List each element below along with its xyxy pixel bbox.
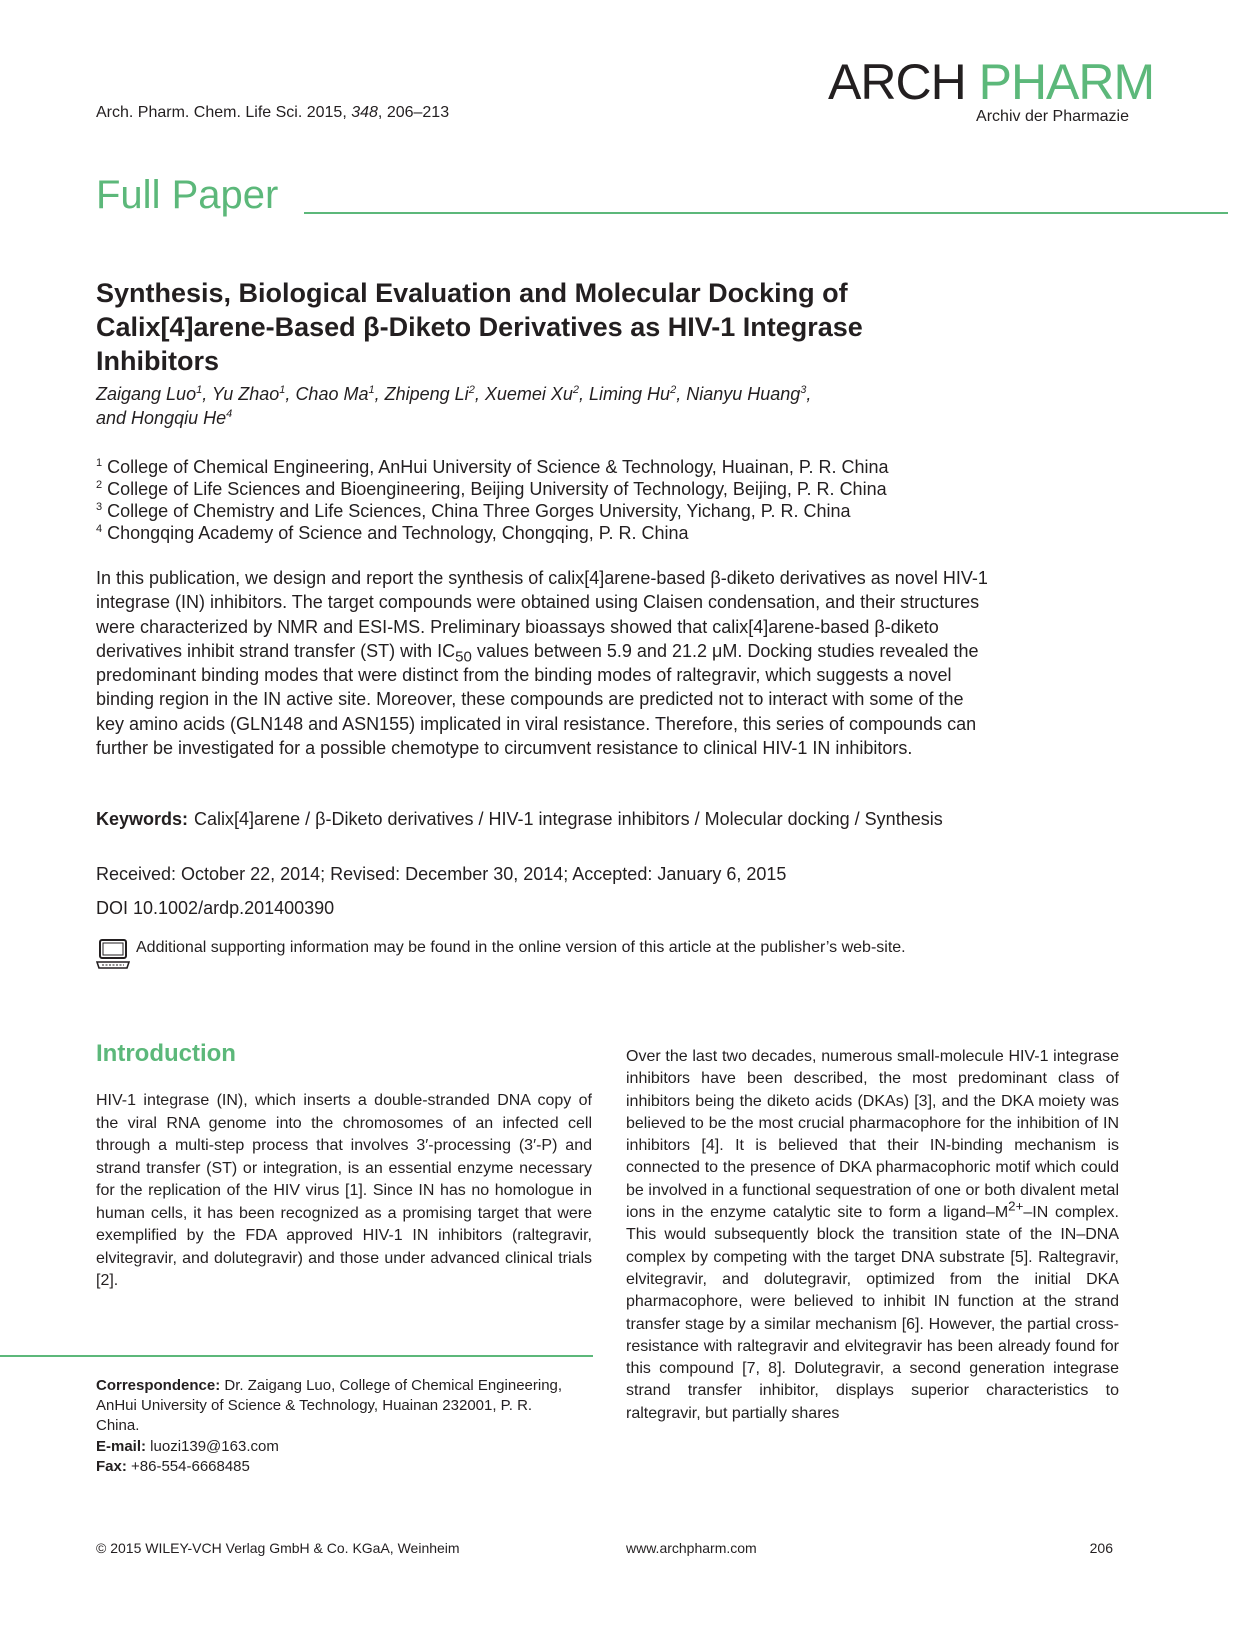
author-affiliation-marker: 2 <box>572 384 580 396</box>
supporting-info-note <box>96 938 1096 975</box>
affiliation-text: College of Chemistry and Life Sciences, China Three Gorges University, Yichang, P. R. China <box>102 501 851 521</box>
author-affiliation-marker: 2 <box>468 384 475 396</box>
introduction-right-column <box>626 1046 1119 1425</box>
author-affiliation-marker: 1 <box>279 384 286 396</box>
affiliation-list <box>96 456 996 544</box>
author-affiliation-marker: 4 <box>226 408 233 420</box>
author-affiliation-marker: 1 <box>368 384 375 396</box>
section-divider <box>304 212 1228 214</box>
laptop-icon <box>96 938 130 975</box>
author-affiliation-marker: 3 <box>800 384 807 396</box>
author-name: Zhipeng Li <box>384 384 469 404</box>
author-name: Liming Hu <box>589 384 671 404</box>
keywords <box>96 808 956 830</box>
citation-prefix: Arch. Pharm. Chem. Life Sci. 2015, <box>96 104 352 121</box>
right-column-part2: –IN complex. This would subsequently block the transition state of the IN–DNA complex by competing with the target DNA substrate [5]. Raltegravir, elvitegravir, and dolutegravir, optimized from the initial DKA pharmacophore, were believed to inhibit IN function at the strand transfer stage by a similar mechanism [6]. However, the partial cross-resistance with raltegravir and elvitegravir has been already found for this compound [7, 8]. Dolutegravir, a second generation integrase strand transfer inhibitor, displays superior characteristics to raltegravir, but partially shares <box>626 1204 1119 1422</box>
section-label: Full Paper <box>96 173 279 217</box>
author-list: Zaigang Luo$^1$, Yu Zhao$^1$, Chao Ma$^1$, Zhipeng Li$^2$, Xuemei Xu$^2$, Liming Hu$^2$, Nianyu Huang$^3$, and Hongqiu He$^4$ <box>96 384 812 428</box>
footer-copyright: © 2015 WILEY-VCH Verlag GmbH & Co. KGaA, Weinheim <box>96 1540 460 1556</box>
journal-logo <box>828 56 1154 108</box>
article-dates: Received: October 22, 2014; Revised: December 30, 2014; Accepted: January 6, 2015 <box>96 864 787 884</box>
footer-website[interactable]: www.archpharm.com <box>626 1540 757 1556</box>
author-name: Zaigang Luo <box>96 384 197 404</box>
affiliation-number: 3 <box>96 501 103 513</box>
doi[interactable]: DOI 10.1002/ardp.201400390 <box>96 898 335 918</box>
citation-volume: 348 <box>351 104 378 121</box>
journal-citation <box>96 104 449 122</box>
article-title: Synthesis, Biological Evaluation and Molecular Docking of Calix[4]arene-Based β-Diketo Derivatives as HIV-1 Integrase Inhibitors <box>96 278 863 376</box>
author-name: Chao Ma <box>295 384 369 404</box>
logo-subtitle: Archiv der Pharmazie <box>976 108 1129 125</box>
affiliation-text: College of Life Sciences and Bioengineering, Beijing University of Technology, Beijing, P. R. China <box>102 479 887 499</box>
abstract <box>96 566 992 760</box>
page-number: 206 <box>1089 1540 1113 1556</box>
right-column-part1: Over the last two decades, numerous small-molecule HIV-1 integrase inhibitors have been described, the most predominant class of inhibitors being the diketo acids (DKAs) [3], and the DKA moiety was believed to be the most crucial pharmacophore for the inhibition of IN inhibitors [4]. It is believed that their IN-binding mechanism is connected to the presence of DKA pharmacophoric motif which could be involved in a functional sequestration of one or both divalent metal ions in the enzyme catalytic site to form a ligand–M <box>626 1048 1119 1222</box>
author-joiner: and <box>96 408 132 428</box>
correspondence-block <box>96 1376 576 1477</box>
affiliation-item <box>96 478 996 500</box>
affiliation-number: 2 <box>96 479 103 491</box>
introduction-left-column: HIV-1 integrase (IN), which inserts a double-stranded DNA copy of the viral RNA genome into the chromosomes of an infected cell through a multi-step process that involves 3′-processing (3′-P) and strand transfer (ST) or integration, is an essential enzyme necessary for the replication of the HIV virus [1]. Since IN has no homologue in human cells, it has been recognized as a promising target that were exemplified by the FDA approved HIV-1 IN inhibitors (raltegravir, elvitegravir, and dolutegravir) and those under advanced clinical trials [2]. <box>96 1092 592 1289</box>
keywords-text: Calix[4]arene / β-Diketo derivatives / HIV-1 integrase inhibitors / Molecular docking / Synthesis <box>194 809 943 829</box>
fax-label: Fax: <box>96 1457 127 1475</box>
correspondence-label: Correspondence: <box>96 1377 221 1394</box>
author-name: Xuemei Xu <box>484 384 573 404</box>
abstract-part1: In this publication, we design and report the synthesis of calix[4]arene-based β-diketo derivatives as novel HIV-1 integrase (IN) inhibitors. The target compounds were obtained using Claisen condensation, and their structures were characterized by NMR and ESI-MS. Preliminary bioassays showed that calix[4]arene-based β-diketo derivatives inhibit strand transfer (ST) with IC <box>96 568 988 661</box>
author-name: Hongqiu He <box>131 408 227 428</box>
abstract-part2: values between 5.9 and 21.2 μM. Docking studies revealed the predominant binding modes that were distinct from the binding modes of raltegravir, which suggests a novel binding region in the IN active site. Moreover, these compounds are predicted not to interact with some of the key amino acids (GLN148 and ASN155) implicated in viral resistance. Therefore, this series of compounds can further be investigated for a possible chemotype to circumvent resistance to clinical HIV-1 IN inhibitors. <box>96 640 979 759</box>
keywords-label: Keywords: <box>96 809 189 829</box>
affiliation-item <box>96 500 996 522</box>
email-label: E-mail: <box>96 1437 147 1455</box>
introduction-heading: Introduction <box>96 1040 236 1067</box>
abstract-subscript: 50 <box>455 648 472 666</box>
fax-number: +86-554-6668485 <box>126 1457 250 1475</box>
logo-pharm: PHARM <box>978 54 1155 110</box>
author-name: Nianyu Huang <box>686 384 801 404</box>
author-affiliation-marker: 1 <box>196 384 203 396</box>
affiliation-number: 4 <box>96 523 103 535</box>
affiliation-number: 1 <box>96 457 103 469</box>
correspondence-divider <box>0 1355 593 1357</box>
affiliation-text: College of Chemical Engineering, AnHui University of Science & Technology, Huainan, P. R. China <box>102 457 889 477</box>
affiliation-item <box>96 522 996 544</box>
supporting-info-text: Additional supporting information may be found in the online version of this article at the publisher’s web-site. <box>136 939 906 956</box>
citation-pages: , 206–213 <box>377 104 450 121</box>
author-name: Yu Zhao <box>211 384 280 404</box>
right-column-superscript: 2+ <box>1008 1198 1024 1214</box>
email-address[interactable]: luozi139@163.com <box>146 1437 279 1455</box>
affiliation-text: Chongqing Academy of Science and Technology, Chongqing, P. R. China <box>102 523 689 543</box>
author-affiliation-marker: 2 <box>670 384 677 396</box>
correspondence-text: Dr. Zaigang Luo, College of Chemical Engineering, AnHui University of Science & Technology, Huainan 232001, P. R. China. <box>96 1377 563 1435</box>
logo-arch: ARCH <box>828 54 966 110</box>
affiliation-item <box>96 456 996 478</box>
